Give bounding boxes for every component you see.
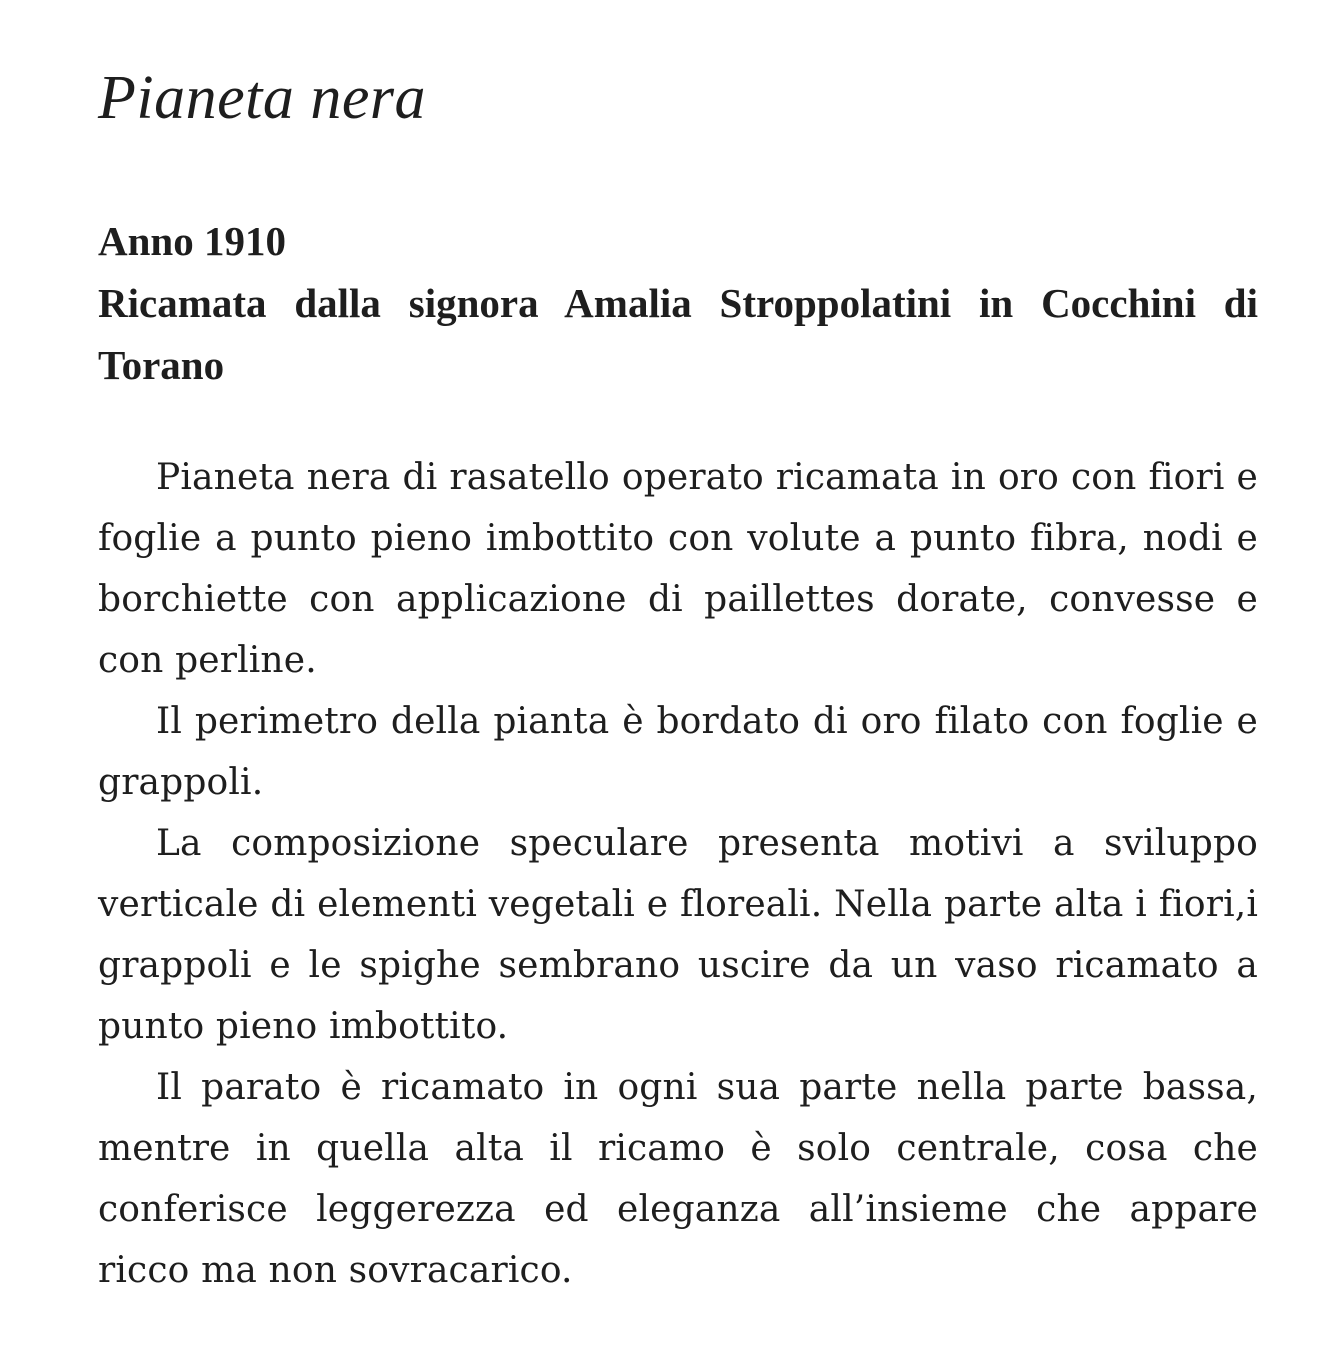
paragraph: Pianeta nera di rasatello operato ricamata in oro con fiori e foglie a punto pieno imbottito con volute a punto fibra, nodi e borchiette con applicazione di paillettes dorate, convesse e con perline. [98,457,1258,681]
page-title: Pianeta nera [98,64,426,132]
paragraph: Il perimetro della pianta è bordato di oro filato con foglie e grappoli. [98,701,1258,803]
author-heading: Ricamata dalla signora Amalia Stroppolatini in Cocchini di Torano [98,280,1258,388]
paragraph: Il parato è ricamato in ogni sua parte nella parte bassa, mentre in quella alta il ricamo è solo centrale, cosa che conferisce leggerezza ed eleganza all’insieme che appare ricco ma non sovracarico. [98,1067,1258,1291]
paragraph: La composizione speculare presenta motivi a sviluppo verticale di elementi vegetali e floreali. Nella parte alta i fiori,i grappoli e le spighe sembrano uscire da un vaso ricamato a punto pieno imbottito. [98,823,1258,1047]
body-text [98,447,1258,1301]
year-heading: Anno 1910 [98,218,286,264]
document-page [98,0,1258,1345]
subtitle-block [98,210,1258,396]
